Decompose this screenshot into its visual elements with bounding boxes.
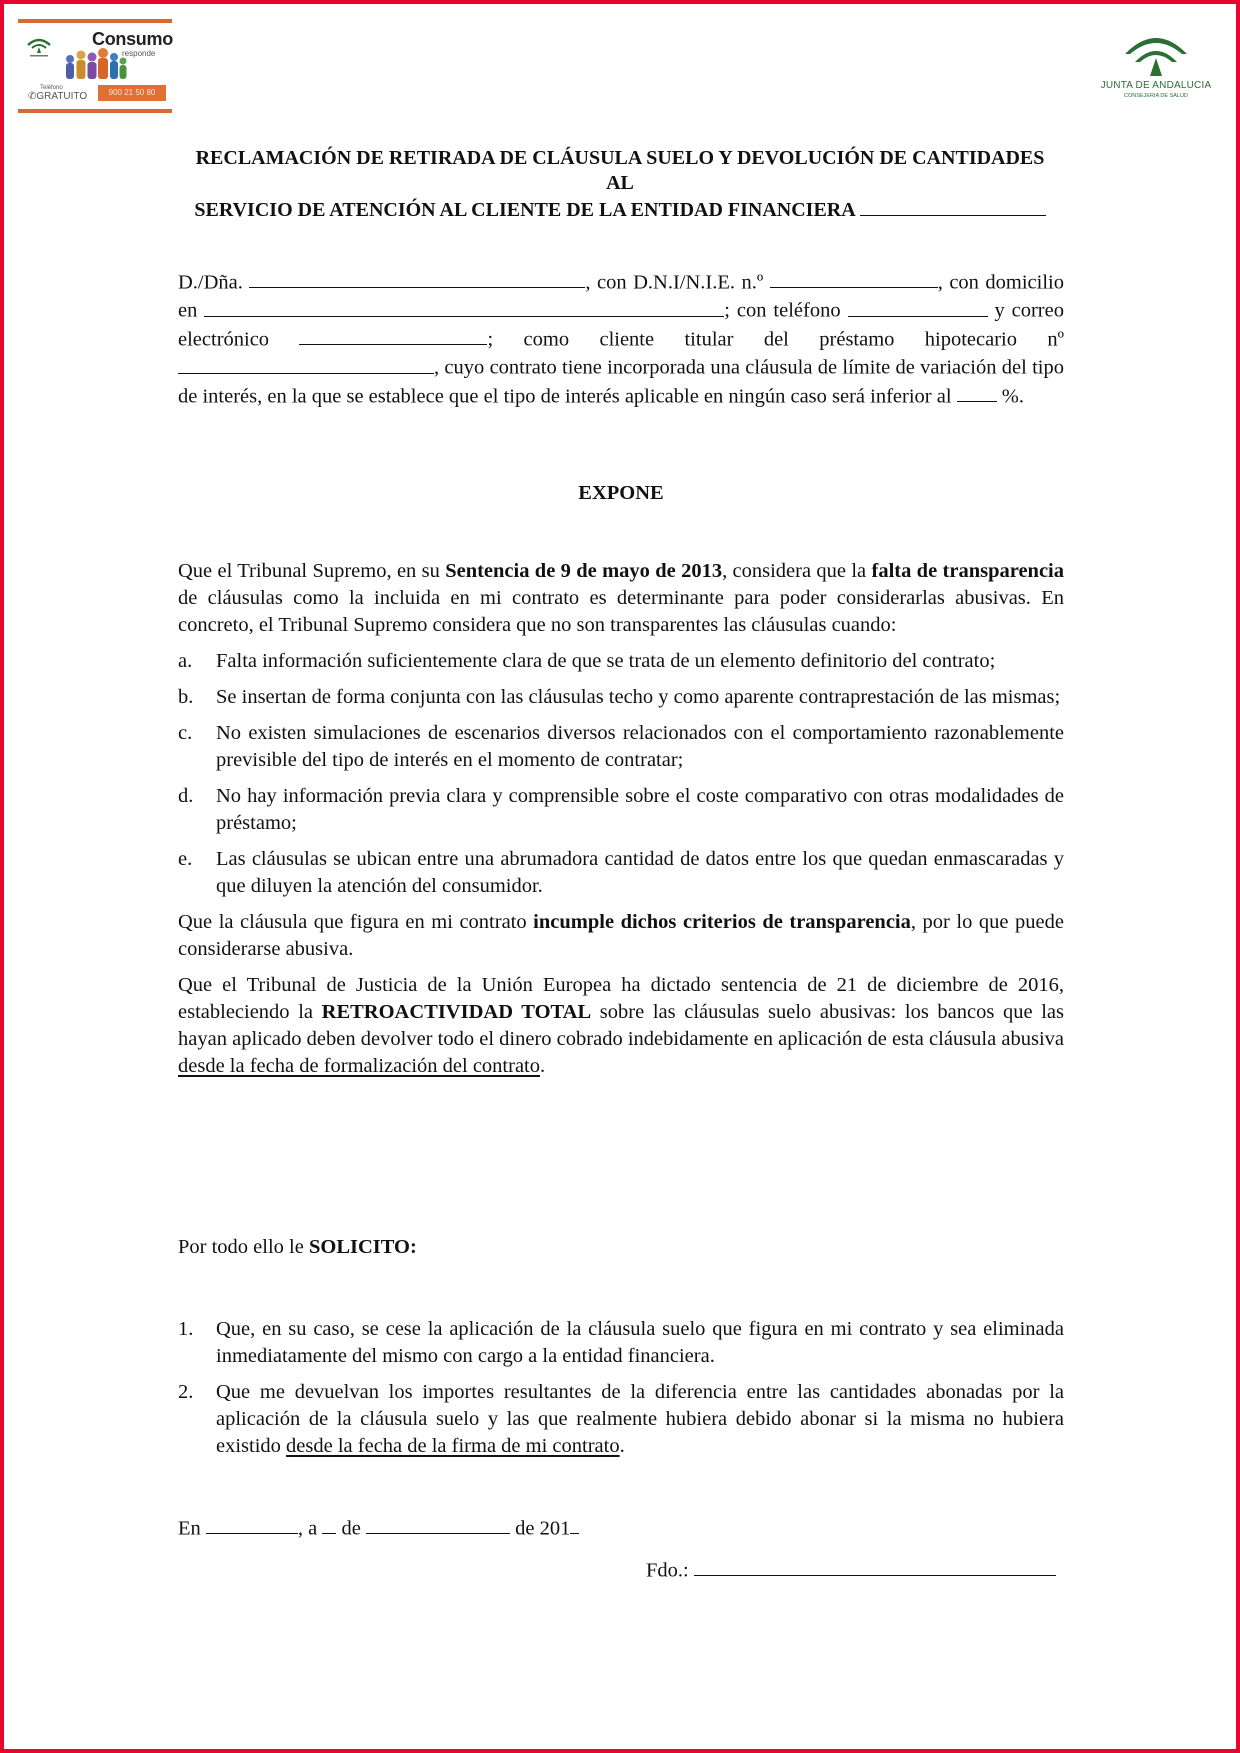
day-field[interactable]: [322, 1514, 336, 1534]
p1-text: de cláusulas como la incluida en mi contrato es determinante para poder considerarlas abusivas. En concreto, el Tribunal Supremo considera que no son transparentes las cláusulas cuando:: [178, 587, 1064, 636]
p1-bold-transparency: falta de transparencia: [871, 560, 1065, 582]
p3-text: .: [539, 1055, 546, 1077]
phone-number: 900 21 50 80: [98, 85, 166, 101]
document-title: [170, 146, 1070, 223]
claimant-text: [178, 268, 1064, 410]
p2-text: Que la cláusula que figura en mi contrato: [178, 911, 534, 933]
item-marker: 2.: [178, 1381, 194, 1403]
intro-text: ; como cliente titular del préstamo hipotecario nº: [487, 328, 1064, 351]
signature-field[interactable]: [694, 1556, 1056, 1576]
item-marker: b.: [178, 686, 194, 708]
item-text: Falta información suficientemente clara de que se trata de un elemento definitorio del contrato;: [216, 650, 996, 672]
entity-name-field[interactable]: [860, 196, 1046, 216]
item-tail: .: [619, 1435, 625, 1457]
city-field[interactable]: [206, 1514, 298, 1534]
p1-bold-date: Sentencia de 9 de mayo de 2013: [445, 560, 723, 582]
request-item: [178, 1379, 1064, 1460]
name-field[interactable]: [249, 268, 585, 288]
email-field[interactable]: [299, 325, 487, 345]
item-marker: e.: [178, 848, 193, 870]
item-text: Se insertan de forma conjunta con las cláusulas techo y como aparente contraprestación de las mismas;: [216, 686, 1061, 708]
phone-label-small: Teléfono: [40, 85, 63, 91]
consumo-responde-logo: [18, 19, 172, 113]
dni-field[interactable]: [770, 268, 938, 288]
loan-number-field[interactable]: [178, 353, 434, 373]
date-text: de: [336, 1517, 366, 1540]
floor-rate-field[interactable]: [957, 382, 997, 402]
p1-text: , considera que la: [722, 560, 872, 582]
item-text: No hay información previa clara y comprensible sobre el coste comparativo con otras modalidades de préstamo;: [216, 785, 1064, 834]
requests-body: [178, 1316, 1064, 1469]
signature-line: [646, 1556, 1056, 1582]
intro-text: y correo electrónico: [178, 299, 1064, 351]
intro-text: , con D.N.I/N.I.E. n.º: [585, 271, 770, 294]
phone-label-main: GRATUITO: [36, 91, 88, 102]
criteria-item: [178, 648, 1064, 675]
expone-heading: EXPONE: [578, 482, 664, 504]
solicito-lead: Por todo ello le: [178, 1236, 309, 1258]
intro-text: , con domicilio en: [178, 271, 1064, 322]
title-line-3-text: SERVICIO DE ATENCIÓN AL CLIENTE DE LA ENTIDAD FINANCIERA: [194, 199, 855, 221]
junta-de-andalucia-logo: [1100, 28, 1212, 110]
intro-text: %.: [996, 385, 1024, 408]
junta-emblem-icon: [1121, 28, 1191, 78]
phone-label: [28, 85, 87, 102]
title-line-3: [170, 196, 1070, 223]
logo-bottom-bar: [18, 109, 172, 113]
requests-list: [178, 1316, 1064, 1460]
title-line-1: RECLAMACIÓN DE RETIRADA DE CLÁUSULA SUELO Y DEVOLUCIÓN DE CANTIDADES: [195, 147, 1045, 169]
address-field[interactable]: [204, 296, 724, 316]
expone-paragraph-3: [178, 972, 1064, 1080]
brand-subtitle: responde: [122, 49, 156, 58]
intro-text: D./Dña.: [178, 271, 250, 294]
brand-name: Consumo: [92, 29, 173, 49]
solicito-line: [178, 1236, 417, 1259]
item-marker: d.: [178, 785, 194, 807]
p3-text: Que el Tribunal de Justicia de la Unión Europea ha dictado sentencia de 21 de diciembre de 2016, estableciendo la: [178, 974, 1064, 1023]
date-text: , a: [297, 1517, 323, 1540]
criteria-item: [178, 846, 1064, 900]
logo-top-bar: [18, 19, 172, 23]
item-marker: c.: [178, 722, 193, 744]
criteria-list: [178, 648, 1064, 900]
junta-department: CONSEJERIA DE SALUD: [1124, 93, 1188, 99]
item-marker: 1.: [178, 1318, 194, 1340]
p3-text: sobre las cláusulas suelo abusivas: los bancos que las hayan aplicado deben devolver todo el dinero cobrado indebidamente en aplicación de esta cláusula abusiva: [178, 1001, 1065, 1050]
criteria-item: [178, 720, 1064, 774]
phone-icon: ✆: [28, 91, 37, 102]
phone-field[interactable]: [848, 296, 988, 316]
p2-bold: incumple dichos criterios de transparencia: [533, 911, 911, 933]
expone-paragraph-1: [178, 558, 1064, 639]
request-item: [178, 1316, 1064, 1370]
expone-body: [178, 558, 1064, 1089]
p1-text: Que el Tribunal Supremo, en su: [178, 560, 446, 582]
item-underlined: desde la fecha de la firma de mi contrato: [286, 1435, 620, 1457]
item-text: Que, en su caso, se cese la aplicación de la cláusula suelo que figura en mi contrato y sea eliminada inmediatamente del mismo con cargo a la entidad financiera.: [216, 1318, 1064, 1367]
p3-bold: RETROACTIVIDAD TOTAL: [321, 1001, 592, 1023]
claimant-paragraph: [178, 268, 1064, 410]
junta-mini-emblem-icon: [24, 33, 54, 59]
p2-text: , por lo que puede considerarse abusiva.: [178, 911, 1064, 960]
intro-text: ; con teléfono: [724, 299, 848, 322]
signature-label: Fdo.:: [646, 1559, 694, 1582]
item-text: Las cláusulas se ubican entre una abrumadora cantidad de datos entre los que quedan enmascaradas y que diluyen la atención del consumidor.: [216, 848, 1064, 897]
p3-underlined: desde la fecha de formalización del contrato: [178, 1055, 540, 1077]
intro-text: , cuyo contrato tiene incorporada una cláusula de límite de variación del tipo de interés, en la que se establece que el tipo de interés aplicable en ningún caso será inferior al: [178, 356, 1064, 408]
item-marker: a.: [178, 650, 193, 672]
item-text: Que me devuelvan los importes resultantes de la diferencia entre las cantidades abonadas por la aplicación de la cláusula suelo y las que realmente hubiera debido abonar si la misma no hubiera existido: [216, 1381, 1064, 1457]
criteria-item: [178, 684, 1064, 711]
title-line-2: AL: [606, 172, 634, 194]
solicito-bold: SOLICITO:: [308, 1236, 417, 1258]
item-text: No existen simulaciones de escenarios diversos relacionados con el comportamiento razonablemente previsible del tipo de interés en el momento de contratar;: [216, 722, 1064, 771]
date-text: de 201: [510, 1517, 571, 1540]
expone-paragraph-2: [178, 909, 1064, 963]
criteria-item: [178, 783, 1064, 837]
year-digit-field[interactable]: [570, 1514, 579, 1534]
date-line: [178, 1514, 579, 1540]
junta-name: JUNTA DE ANDALUCIA: [1100, 80, 1212, 91]
date-text: En: [178, 1517, 206, 1540]
month-field[interactable]: [366, 1514, 510, 1534]
